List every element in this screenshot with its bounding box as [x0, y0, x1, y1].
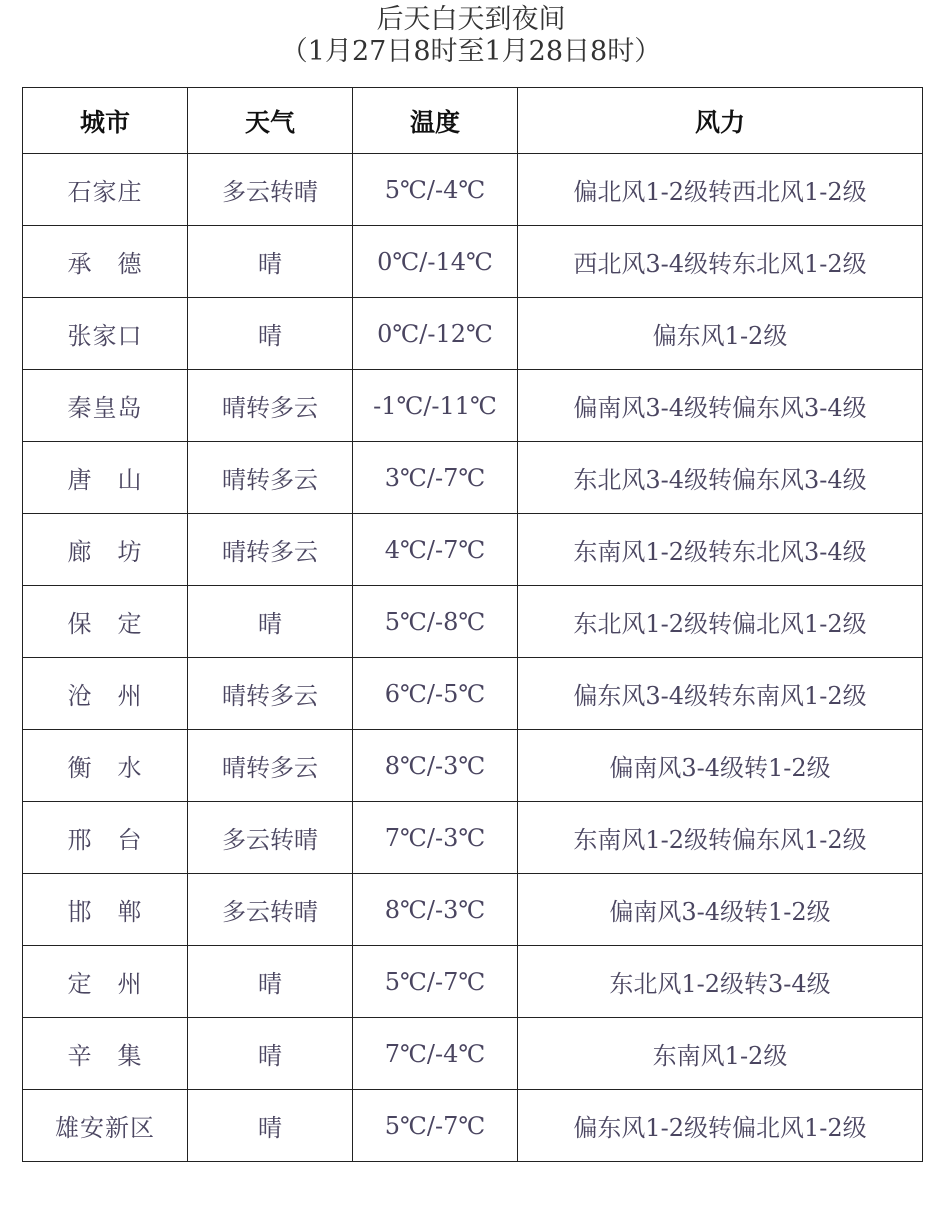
temperature-cell: 6℃/-5℃: [353, 658, 518, 730]
temperature-cell: 5℃/-7℃: [353, 1090, 518, 1162]
temperature-cell: 5℃/-4℃: [353, 154, 518, 226]
document-title: [0, 4, 942, 68]
weather-cell: 晴: [188, 226, 353, 298]
header-temperature: 温度: [353, 88, 518, 154]
table-row: [23, 370, 923, 442]
city-cell: 邢 台: [23, 802, 188, 874]
title-line-dates: （1月27日8时至1月28日8时）: [280, 36, 662, 67]
weather-cell: 晴转多云: [188, 370, 353, 442]
city-cell: 沧 州: [23, 658, 188, 730]
temperature-cell: 4℃/-7℃: [353, 514, 518, 586]
city-cell: 辛 集: [23, 1018, 188, 1090]
city-cell: 廊 坊: [23, 514, 188, 586]
weather-cell: 晴转多云: [188, 730, 353, 802]
city-cell: 衡 水: [23, 730, 188, 802]
wind-cell: 东北风1-2级转3-4级: [518, 946, 923, 1018]
city-cell: 承 德: [23, 226, 188, 298]
temperature-cell: 5℃/-8℃: [353, 586, 518, 658]
temperature-cell: -1℃/-11℃: [353, 370, 518, 442]
weather-cell: 晴转多云: [188, 442, 353, 514]
temperature-cell: 3℃/-7℃: [353, 442, 518, 514]
wind-cell: 西北风3-4级转东北风1-2级: [518, 226, 923, 298]
city-cell: 定 州: [23, 946, 188, 1018]
weather-cell: 多云转晴: [188, 874, 353, 946]
wind-cell: 偏东风3-4级转东南风1-2级: [518, 658, 923, 730]
table-row: [23, 874, 923, 946]
temperature-cell: 0℃/-12℃: [353, 298, 518, 370]
wind-cell: 东南风1-2级转偏东风1-2级: [518, 802, 923, 874]
table-row: [23, 514, 923, 586]
wind-cell: 偏东风1-2级: [518, 298, 923, 370]
temperature-cell: 8℃/-3℃: [353, 874, 518, 946]
table-row: [23, 946, 923, 1018]
table-row: [23, 298, 923, 370]
temperature-cell: 0℃/-14℃: [353, 226, 518, 298]
title-line-period: 后天白天到夜间: [376, 4, 566, 35]
header-city: 城市: [23, 88, 188, 154]
table-row: [23, 730, 923, 802]
city-cell: 秦皇岛: [23, 370, 188, 442]
weather-forecast-table: [22, 87, 923, 1162]
city-cell: 石家庄: [23, 154, 188, 226]
weather-cell: 晴: [188, 586, 353, 658]
wind-cell: 偏南风3-4级转1-2级: [518, 874, 923, 946]
table-row: [23, 802, 923, 874]
weather-cell: 晴: [188, 298, 353, 370]
city-cell: 邯 郸: [23, 874, 188, 946]
wind-cell: 东南风1-2级转东北风3-4级: [518, 514, 923, 586]
table-row: [23, 1090, 923, 1162]
temperature-cell: 5℃/-7℃: [353, 946, 518, 1018]
wind-cell: 东北风3-4级转偏东风3-4级: [518, 442, 923, 514]
table-row: [23, 226, 923, 298]
wind-cell: 偏北风1-2级转西北风1-2级: [518, 154, 923, 226]
table-row: [23, 1018, 923, 1090]
weather-cell: 晴: [188, 1090, 353, 1162]
weather-cell: 多云转晴: [188, 154, 353, 226]
weather-cell: 晴: [188, 1018, 353, 1090]
wind-cell: 东南风1-2级: [518, 1018, 923, 1090]
wind-cell: 偏南风3-4级转偏东风3-4级: [518, 370, 923, 442]
table-row: [23, 658, 923, 730]
weather-cell: 晴: [188, 946, 353, 1018]
weather-cell: 晴转多云: [188, 658, 353, 730]
table-header-row: [23, 88, 923, 154]
header-wind: 风力: [518, 88, 923, 154]
table-row: [23, 154, 923, 226]
wind-cell: 偏东风1-2级转偏北风1-2级: [518, 1090, 923, 1162]
city-cell: 雄安新区: [23, 1090, 188, 1162]
city-cell: 唐 山: [23, 442, 188, 514]
header-weather: 天气: [188, 88, 353, 154]
weather-cell: 晴转多云: [188, 514, 353, 586]
temperature-cell: 8℃/-3℃: [353, 730, 518, 802]
temperature-cell: 7℃/-3℃: [353, 802, 518, 874]
table-row: [23, 442, 923, 514]
table-row: [23, 586, 923, 658]
city-cell: 张家口: [23, 298, 188, 370]
temperature-cell: 7℃/-4℃: [353, 1018, 518, 1090]
city-cell: 保 定: [23, 586, 188, 658]
wind-cell: 偏南风3-4级转1-2级: [518, 730, 923, 802]
weather-cell: 多云转晴: [188, 802, 353, 874]
wind-cell: 东北风1-2级转偏北风1-2级: [518, 586, 923, 658]
